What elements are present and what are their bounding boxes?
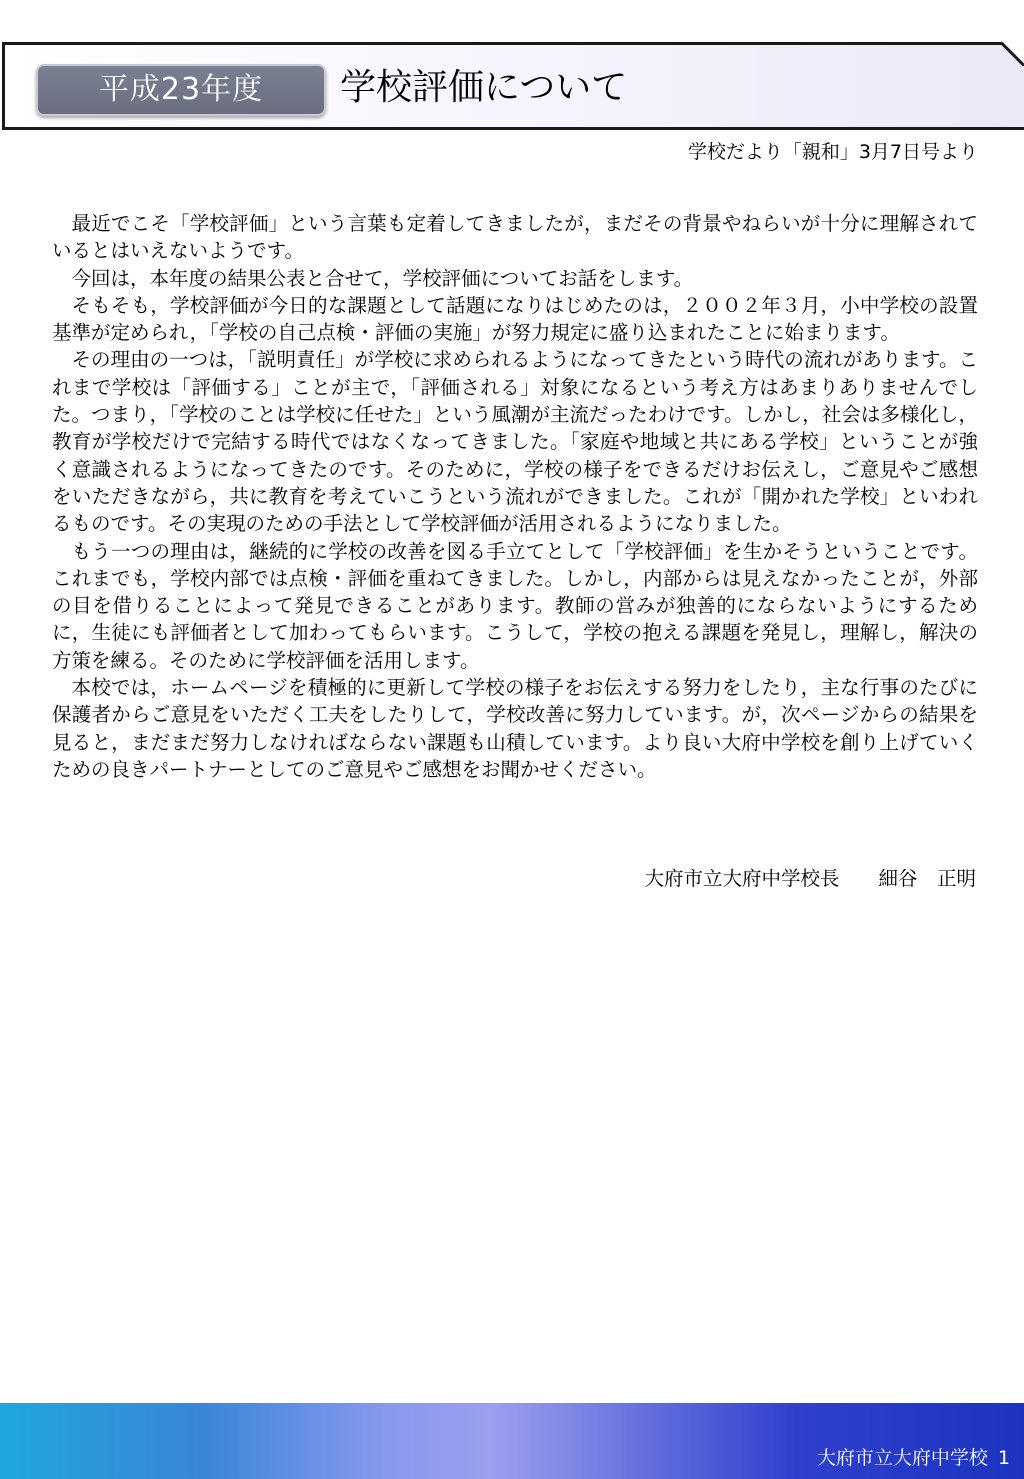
paragraph-3: そもそも，学校評価が今日的な課題として話題になりはじめたのは，２００２年３月，小中学校の設置基準が定められ，「学校の自己点検・評価の実施」が努力規定に盛り込まれたことに始まります。 [52,293,978,345]
paragraph-5: もう一つの理由は，継続的に学校の改善を図る手立てとして「学校評価」を生かそうということです。これまでも，学校内部では点検・評価を重ねてきました。しかし，内部からは見えなかったことが，外部の目を借りることによって発見できることがあります。教師の営みが独善的にならないようにするために，生徒にも評価者として加わってもらいます。こうして，学校の抱える課題を発見し，理解し，解決の方策を練る。そのために学校評価を活用します。 [52,539,978,672]
principal-signature: 大府市立大府中学校長 細谷 正明 [644,867,976,890]
source-note: 学校だより「親和」3月7日号より [687,141,978,163]
page-title: 学校評価について [340,67,628,108]
page-number: 1 [997,1447,1010,1469]
paragraph-2: 今回は，本年度の結果公表と合せて，学校評価についてお話をします。 [71,266,694,290]
paragraph-1: 最近でこそ「学校評価」という言葉も定着してきましたが，まだその背景やねらいが十分に理解されているとはいえないようです。 [52,212,978,263]
paragraph-6: 本校では，ホームページを積極的に更新して学校の様子をお伝えする努力をしたり，主な行事のたびに保護者からご意見をいただく工夫をしたりして，学校改善に努力しています。が，次ページからの結果を見ると，まだまだ努力しなければならない課題も山積しています。より良い大府中学校を創り上げていくための良きパートナーとしてのご意見やご感想をお聞かせください。 [52,676,978,781]
footer-school-name: 大府市立大府中学校 [816,1447,988,1469]
article-body [52,210,978,783]
year-badge: 平成23年度 [36,64,326,116]
footer [817,1444,1010,1472]
paragraph-4: その理由の一つは，「説明責任」が学校に求められるようになってきたという時代の流れがあります。これまで学校は「評価する」ことが主で，「評価される」対象になるという考え方はあまりありませんでした。つまり，「学校のことは学校に任せた」という風潮が主流だったわけです。しかし，社会は多様化し，教育が学校だけで完結する時代ではなくなってきました。「家庭や地域と共にある学校」ということが強く意識されるようになってきたのです。そのために，学校の様子をできるだけお伝えし，ご意見やご感想をいただきながら，共に教育を考えていこうという流れができました。これが「開かれた学校」といわれるものです。その実現のための手法として学校評価が活用されるようになりました。 [52,348,978,536]
